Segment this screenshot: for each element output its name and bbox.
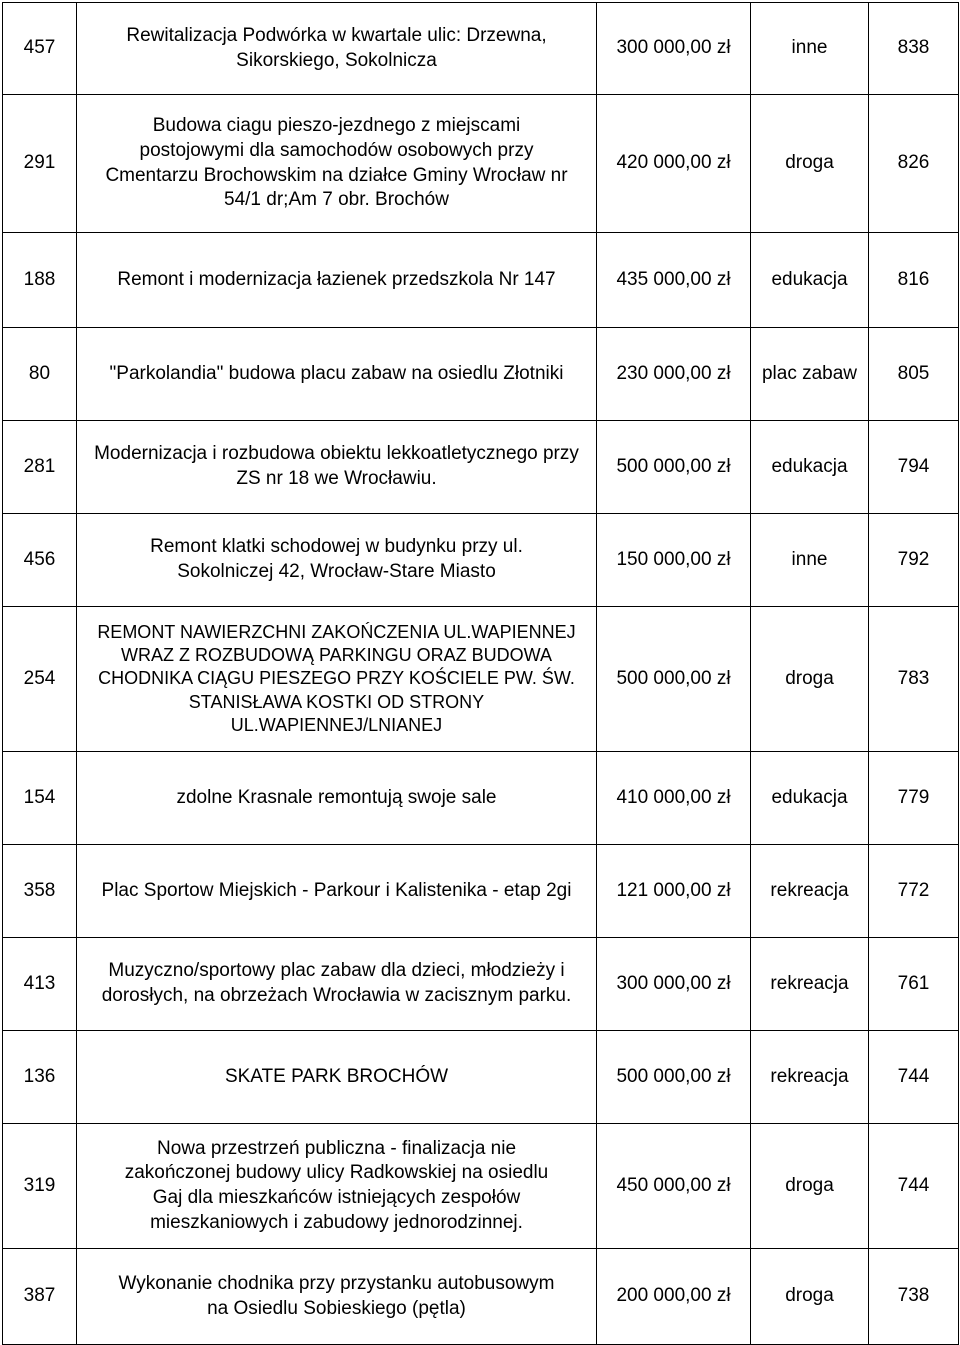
project-id: 456 <box>3 514 77 607</box>
project-amount: 420 000,00 zł <box>597 95 751 233</box>
project-votes: 772 <box>869 845 959 938</box>
project-amount: 230 000,00 zł <box>597 328 751 421</box>
project-name: Remont i modernizacja łazienek przedszkola Nr 147 <box>77 233 597 328</box>
project-name: zdolne Krasnale remontują swoje sale <box>77 752 597 845</box>
project-votes: 783 <box>869 607 959 752</box>
table-row <box>3 938 959 1031</box>
project-category: plac zabaw <box>751 328 869 421</box>
project-name: "Parkolandia" budowa placu zabaw na osiedlu Złotniki <box>77 328 597 421</box>
project-votes: 838 <box>869 3 959 95</box>
table-row <box>3 1031 959 1124</box>
project-id: 281 <box>3 421 77 514</box>
project-id: 319 <box>3 1124 77 1249</box>
project-votes: 738 <box>869 1249 959 1345</box>
project-name: REMONT NAWIERZCHNI ZAKOŃCZENIA UL.WAPIENNEJ WRAZ Z ROZBUDOWĄ PARKINGU ORAZ BUDOWA CHODNIKA CIĄGU PIESZEGO PRZY KOŚCIELE PW. ŚW. STANISŁAWA KOSTKI OD STRONY UL.WAPIENNEJ/LNIANEJ <box>77 607 597 752</box>
project-amount: 200 000,00 zł <box>597 1249 751 1345</box>
project-votes: 794 <box>869 421 959 514</box>
project-name: Rewitalizacja Podwórka w kwartale ulic: Drzewna, Sikorskiego, Sokolnicza <box>77 3 597 95</box>
project-name: Wykonanie chodnika przy przystanku autobusowym na Osiedlu Sobieskiego (pętla) <box>77 1249 597 1345</box>
table-row <box>3 233 959 328</box>
project-category: inne <box>751 514 869 607</box>
project-category: inne <box>751 3 869 95</box>
project-votes: 826 <box>869 95 959 233</box>
project-amount: 450 000,00 zł <box>597 1124 751 1249</box>
table-row <box>3 752 959 845</box>
table-row <box>3 845 959 938</box>
project-votes: 744 <box>869 1124 959 1249</box>
project-name: Budowa ciagu pieszo-jezdnego z miejscami postojowymi dla samochodów osobowych przy Cmentarzu Brochowskim na działce Gminy Wrocław nr 54/1 dr;Am 7 obr. Brochów <box>77 95 597 233</box>
project-name: Modernizacja i rozbudowa obiektu lekkoatletycznego przy ZS nr 18 we Wrocławiu. <box>77 421 597 514</box>
project-id: 80 <box>3 328 77 421</box>
project-id: 136 <box>3 1031 77 1124</box>
project-category: droga <box>751 607 869 752</box>
projects-sheet <box>2 2 959 1345</box>
project-name: Plac Sportow Miejskich - Parkour i Kalistenika - etap 2gi <box>77 845 597 938</box>
project-id: 387 <box>3 1249 77 1345</box>
table-row <box>3 514 959 607</box>
projects-table <box>2 2 959 1345</box>
project-category: droga <box>751 95 869 233</box>
project-id: 154 <box>3 752 77 845</box>
project-votes: 744 <box>869 1031 959 1124</box>
project-votes: 805 <box>869 328 959 421</box>
project-name: Muzyczno/sportowy plac zabaw dla dzieci, młodzieży i dorosłych, na obrzeżach Wrocławia w zacisznym parku. <box>77 938 597 1031</box>
project-amount: 500 000,00 zł <box>597 421 751 514</box>
table-row <box>3 421 959 514</box>
project-amount: 300 000,00 zł <box>597 938 751 1031</box>
project-name: SKATE PARK BROCHÓW <box>77 1031 597 1124</box>
project-votes: 792 <box>869 514 959 607</box>
table-row <box>3 1124 959 1249</box>
project-id: 457 <box>3 3 77 95</box>
project-id: 358 <box>3 845 77 938</box>
project-name: Nowa przestrzeń publiczna - finalizacja nie zakończonej budowy ulicy Radkowskiej na osiedlu Gaj dla mieszkańców istniejących zespołów mieszkaniowych i zabudowy jednorodzinnej. <box>77 1124 597 1249</box>
project-name: Remont klatki schodowej w budynku przy ul. Sokolniczej 42, Wrocław-Stare Miasto <box>77 514 597 607</box>
project-votes: 761 <box>869 938 959 1031</box>
project-amount: 300 000,00 zł <box>597 3 751 95</box>
table-row <box>3 607 959 752</box>
table-row <box>3 3 959 95</box>
table-row <box>3 95 959 233</box>
project-category: edukacja <box>751 421 869 514</box>
project-category: droga <box>751 1249 869 1345</box>
project-category: edukacja <box>751 752 869 845</box>
project-id: 254 <box>3 607 77 752</box>
project-category: edukacja <box>751 233 869 328</box>
table-row <box>3 1249 959 1345</box>
project-id: 291 <box>3 95 77 233</box>
project-amount: 500 000,00 zł <box>597 1031 751 1124</box>
project-category: droga <box>751 1124 869 1249</box>
project-category: rekreacja <box>751 845 869 938</box>
project-category: rekreacja <box>751 1031 869 1124</box>
project-category: rekreacja <box>751 938 869 1031</box>
project-amount: 435 000,00 zł <box>597 233 751 328</box>
project-votes: 816 <box>869 233 959 328</box>
project-id: 188 <box>3 233 77 328</box>
project-votes: 779 <box>869 752 959 845</box>
project-amount: 121 000,00 zł <box>597 845 751 938</box>
table-row <box>3 328 959 421</box>
project-amount: 500 000,00 zł <box>597 607 751 752</box>
project-amount: 410 000,00 zł <box>597 752 751 845</box>
project-id: 413 <box>3 938 77 1031</box>
project-amount: 150 000,00 zł <box>597 514 751 607</box>
